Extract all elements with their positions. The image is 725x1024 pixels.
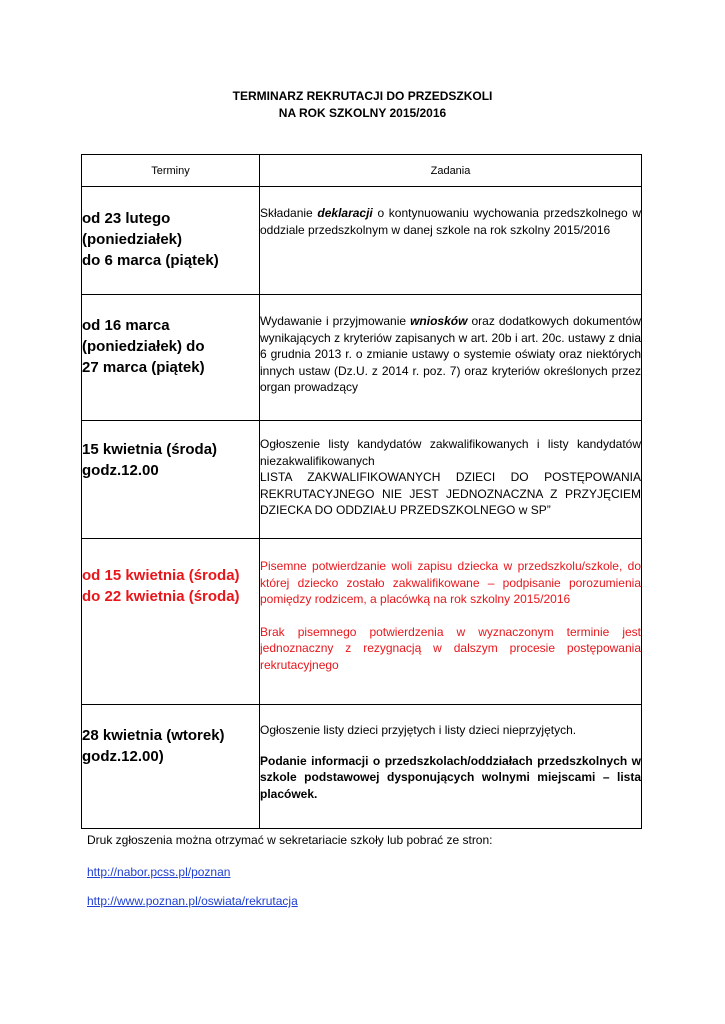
- term-cell: [82, 421, 260, 539]
- term-line: 27 marca (piątek): [82, 359, 205, 376]
- term-line: godz.12.00: [82, 462, 159, 479]
- table-row: [82, 539, 642, 705]
- task-cell: [260, 421, 642, 539]
- term-line: do 22 kwietnia (środa): [82, 588, 240, 605]
- task-text: [260, 205, 641, 238]
- term-line: 15 kwietnia (środa): [82, 441, 218, 458]
- task-text-part: Wydawanie i przyjmowanie: [260, 314, 411, 328]
- term-line: godz.12.00): [82, 748, 164, 765]
- term-cell: [82, 539, 260, 705]
- task-text-part: o kontynuowaniu wychowania przedszkolnego w oddziale przedszkolnym w danej szkole na rok szkolny 2015/2016: [260, 206, 641, 237]
- task-text: [260, 313, 641, 396]
- task-text-part: Składanie: [260, 206, 318, 220]
- term-line: od 23 lutego: [82, 210, 171, 227]
- task-cell: [260, 187, 642, 295]
- term-cell: [82, 187, 260, 295]
- task-text-caps: LISTA ZAKWALIFIKOWANYCH DZIECI DO POSTĘPOWANIA REKRUTACYJNEGO NIE JEST JEDNOZNACZNA Z PRZYJĘCIEM DZIECKA DO ODDZIAŁU PRZEDSZKOLNEGO w SP”: [260, 470, 641, 517]
- term-line: do 6 marca (piątek): [82, 252, 219, 269]
- schedule-table: [81, 154, 642, 829]
- document-title: [0, 88, 725, 122]
- term-cell: [82, 295, 260, 421]
- footer-note: Druk zgłoszenia można otrzymać w sekretariacie szkoły lub pobrać ze stron:: [87, 833, 493, 847]
- task-text: Ogłoszenie listy dzieci przyjętych i listy dzieci nieprzyjętych.: [260, 723, 577, 737]
- term-line: (poniedziałek) do: [82, 338, 205, 355]
- task-cell: [260, 539, 642, 705]
- task-text-part: oraz dodatkowych dokumentów wynikających z kryteriów zapisanych w art. 20b i art. 20c. ustawy z dnia 6 grudnia 2013 r. o zmianie ustawy o systemie oświaty oraz niektórych innych ustaw (Dz.U. z 2014 r. poz. 7) oraz kryteriów określonych przez organ prowadzący: [260, 314, 641, 394]
- title-line-1: TERMINARZ REKRUTACJI DO PRZEDSZKOLI: [232, 89, 493, 103]
- header-terminy: Terminy: [82, 155, 260, 187]
- table-header-row: [82, 155, 642, 187]
- term-line: (poniedziałek): [82, 231, 183, 248]
- task-text: Ogłoszenie listy kandydatów zakwalifikowanych i listy kandydatów niezakwalifikowanych: [260, 437, 641, 468]
- table-row: [82, 421, 642, 539]
- title-line-2: NA ROK SZKOLNY 2015/2016: [278, 106, 447, 120]
- table-row: [82, 705, 642, 829]
- task-cell: [260, 705, 642, 829]
- footer-link-poznan[interactable]: http://www.poznan.pl/oswiata/rekrutacja: [87, 894, 298, 908]
- task-cell: [260, 295, 642, 421]
- task-text-bold: Podanie informacji o przedszkolach/oddziałach przedszkolnych w szkole podstawowej dysponujących wolnymi miejscami – lista placówek.: [260, 753, 641, 801]
- task-keyword: wniosków: [410, 314, 468, 328]
- term-cell: [82, 705, 260, 829]
- term-line: od 15 kwietnia (środa): [82, 567, 240, 584]
- table-row: [82, 187, 642, 295]
- task-warning: Brak pisemnego potwierdzenia w wyznaczonym terminie jest jednoznaczny z rezygnacją w dalszym procesie postępowania rekrutacyjnego: [260, 624, 641, 672]
- footer-link-nabor[interactable]: http://nabor.pcss.pl/poznan: [87, 865, 231, 879]
- task-text: Pisemne potwierdzanie woli zapisu dziecka w przedszkolu/szkole, do której dziecko zostało zakwalifikowane – podpisanie porozumienia pomiędzy rodzicem, a placówką na rok szkolny 2015/2016: [260, 559, 641, 606]
- header-zadania: Zadania: [260, 155, 642, 187]
- term-line: od 16 marca: [82, 317, 170, 334]
- table-row: [82, 295, 642, 421]
- term-line: 28 kwietnia (wtorek): [82, 727, 225, 744]
- task-keyword: deklaracji: [317, 206, 373, 220]
